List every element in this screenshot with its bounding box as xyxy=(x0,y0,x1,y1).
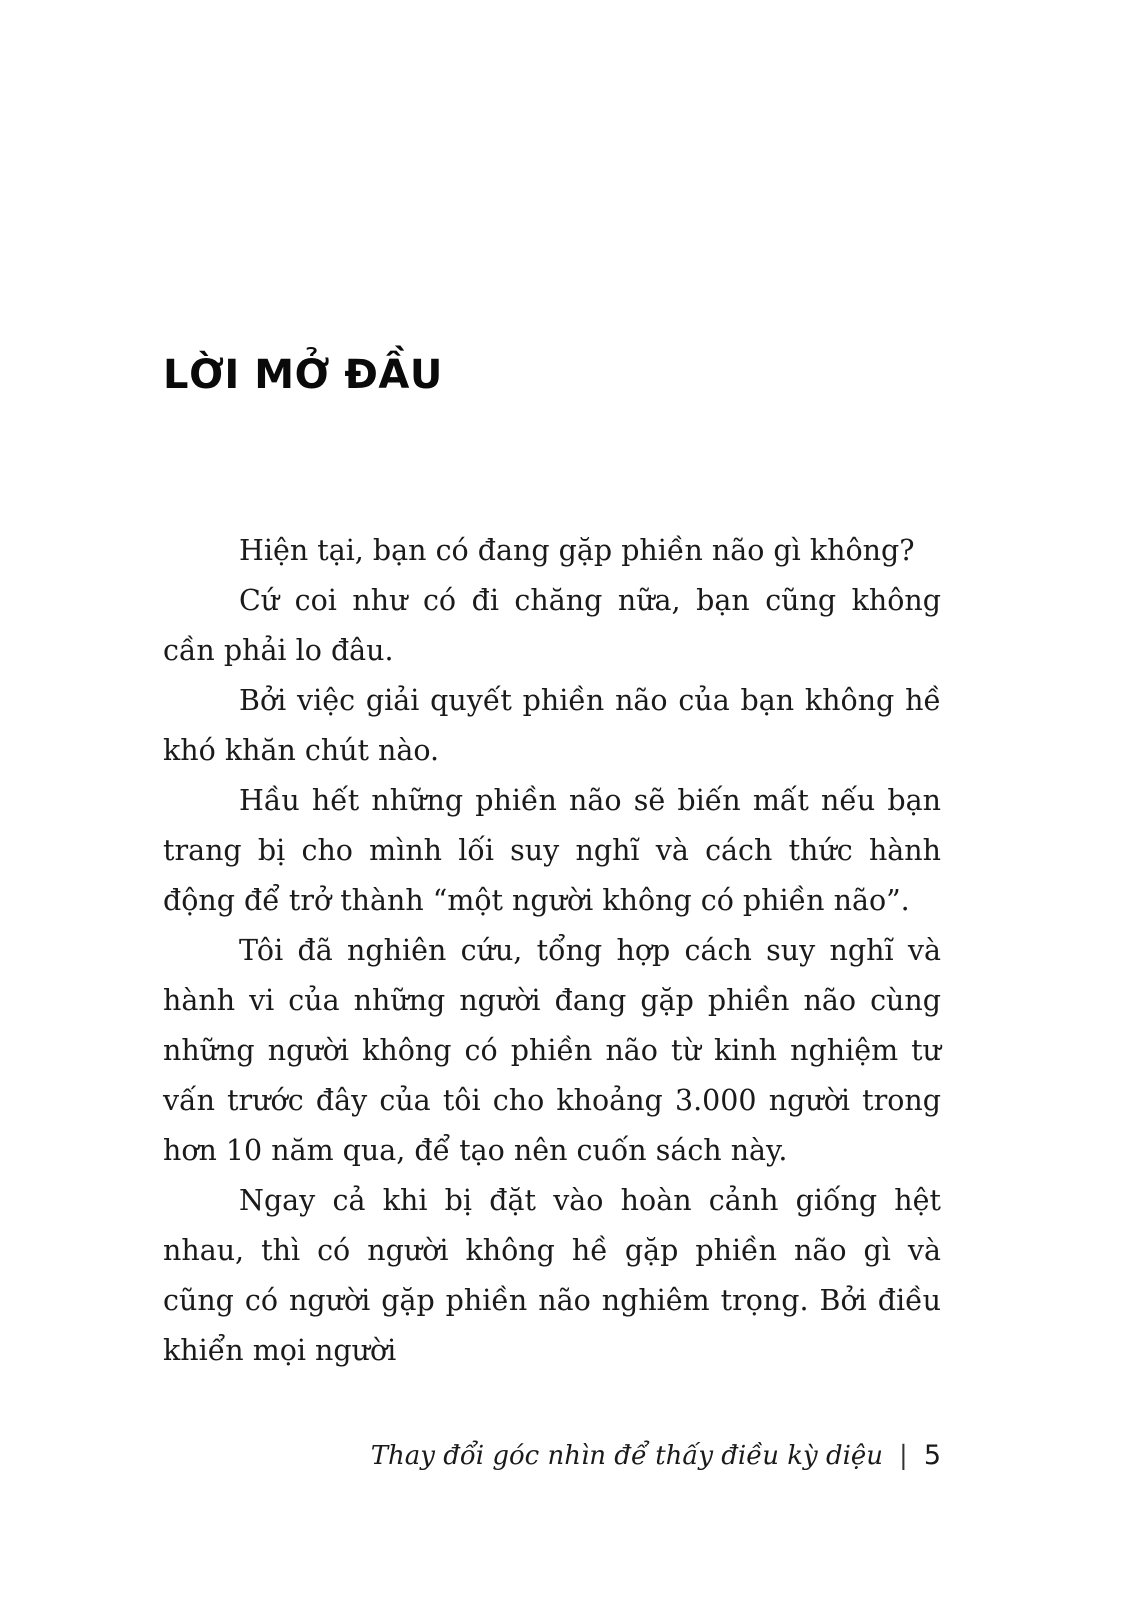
paragraph: Hiện tại, bạn có đang gặp phiền não gì không? xyxy=(239,534,915,567)
page-footer xyxy=(163,1440,941,1471)
paragraph: Bởi việc giải quyết phiền não của bạn không hề khó khăn chút nào. xyxy=(163,684,941,767)
body-text xyxy=(163,526,941,1376)
footer-page-number: 5 xyxy=(923,1440,941,1471)
page-content xyxy=(163,352,941,1376)
paragraph: Tôi đã nghiên cứu, tổng hợp cách suy nghĩ và hành vi của những người đang gặp phiền não cùng những người không có phiền não từ kinh nghiệm tư vấn trước đây của tôi cho khoảng 3.000 người trong hơn 10 năm qua, để tạo nên cuốn sách này. xyxy=(163,934,941,1167)
footer-separator: | xyxy=(899,1441,908,1471)
preface-heading: LỜI MỞ ĐẦU xyxy=(163,352,443,398)
paragraph: Ngay cả khi bị đặt vào hoàn cảnh giống hệt nhau, thì có người không hề gặp phiền não gì và cũng có người gặp phiền não nghiêm trọng. Bởi điều khiển mọi người xyxy=(163,1184,941,1367)
paragraph: Hầu hết những phiền não sẽ biến mất nếu bạn trang bị cho mình lối suy nghĩ và cách thức hành động để trở thành “một người không có phiền não”. xyxy=(163,784,941,917)
footer-book-title: Thay đổi góc nhìn để thấy điều kỳ diệu xyxy=(370,1441,884,1471)
paragraph: Cứ coi như có đi chăng nữa, bạn cũng không cần phải lo đâu. xyxy=(163,584,941,667)
